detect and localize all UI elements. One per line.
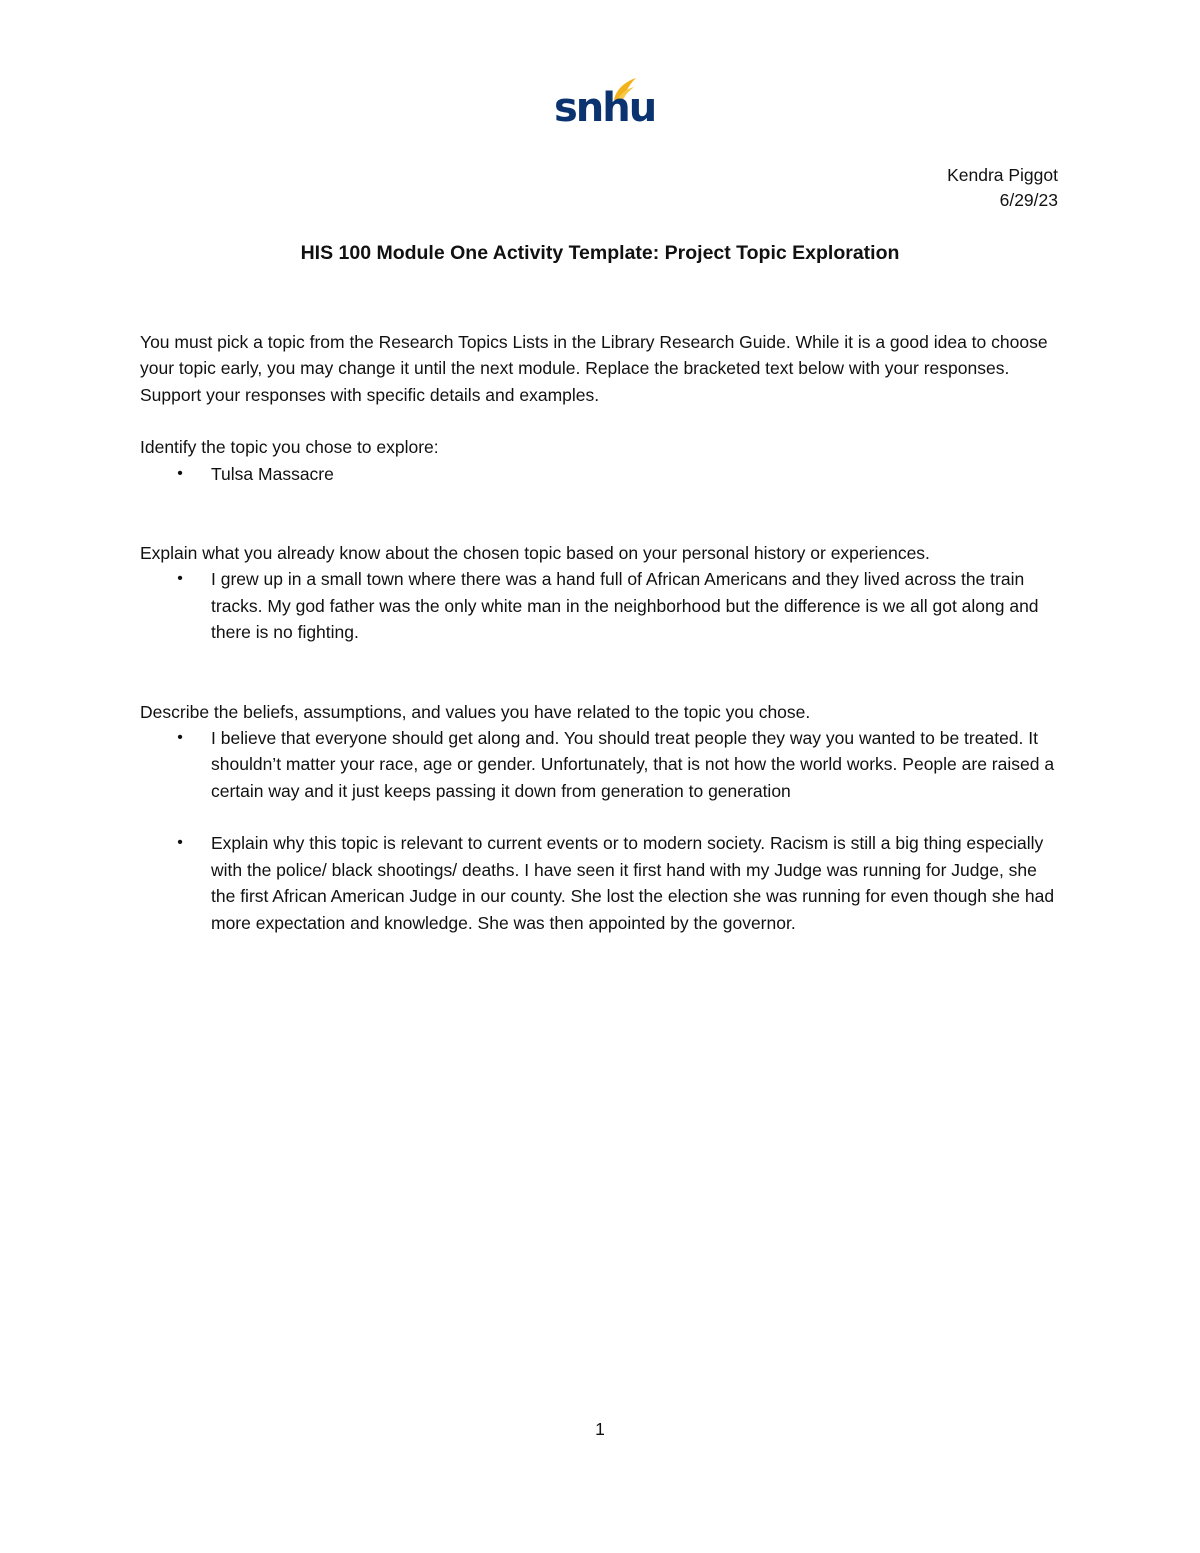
page-title: HIS 100 Module One Activity Template: Project Topic Exploration <box>300 242 900 264</box>
logo-wordmark: snhu <box>554 85 656 131</box>
spacer <box>140 487 1060 540</box>
prompt-topic: Identify the topic you chose to explore: <box>140 437 439 458</box>
page-number: 1 <box>595 1419 605 1439</box>
document-date: 6/29/23 <box>999 190 1058 210</box>
intro-paragraph: You must pick a topic from the Research Topics Lists in the Library Research Guide. While it is a good idea to choose your topic early, you may change it until the next module. Replace the bracketed text below with your responses. Support your responses with specific details and examples. <box>140 332 1048 405</box>
prompt-beliefs: Describe the beliefs, assumptions, and values you have related to the topic you chose. <box>140 701 811 722</box>
bullet-list-prior-knowledge <box>140 566 1060 645</box>
snhu-logo <box>554 74 656 134</box>
list-item <box>140 725 1060 804</box>
document-body <box>140 329 1060 936</box>
bullet-text: Explain why this topic is relevant to current events or to modern society. Racism is still a big thing especially with the police/ black shootings/ deaths. I have seen it first hand with my Judge was running for Judge, she the first African American Judge in our county. She lost the election she was running for even though she had more expectation and knowledge. She was then appointed by the governor. <box>211 833 1055 933</box>
prompt-prior-knowledge: Explain what you already know about the chosen topic based on your personal history or experiences. <box>140 543 930 564</box>
bullet-text: I believe that everyone should get along and. You should treat people they way you wanted to be treated. It shouldn’t matter your race, age or gender. Unfortunately, that is not how the world works. People are raised a certain way and it just keeps passing it down from generation to generation <box>211 728 1055 801</box>
bullet-icon: • <box>177 729 183 747</box>
bullet-icon: • <box>177 834 183 852</box>
author-block <box>947 163 1058 213</box>
bullet-icon: • <box>177 570 183 588</box>
list-item <box>140 566 1060 645</box>
spacer <box>140 646 1060 699</box>
list-item <box>140 830 1060 936</box>
bullet-icon: • <box>177 464 183 482</box>
bullet-text: I grew up in a small town where there was a hand full of African Americans and they lived across the train tracks. My god father was the only white man in the neighborhood but the difference is we all got along and there is no fighting. <box>211 569 1039 643</box>
author-name: Kendra Piggot <box>947 165 1058 185</box>
bullet-list-topic <box>140 461 1060 487</box>
bullet-text: Tulsa Massacre <box>211 463 334 484</box>
list-item <box>140 461 1060 487</box>
bullet-list-beliefs <box>140 725 1060 936</box>
spacer <box>140 804 1060 830</box>
